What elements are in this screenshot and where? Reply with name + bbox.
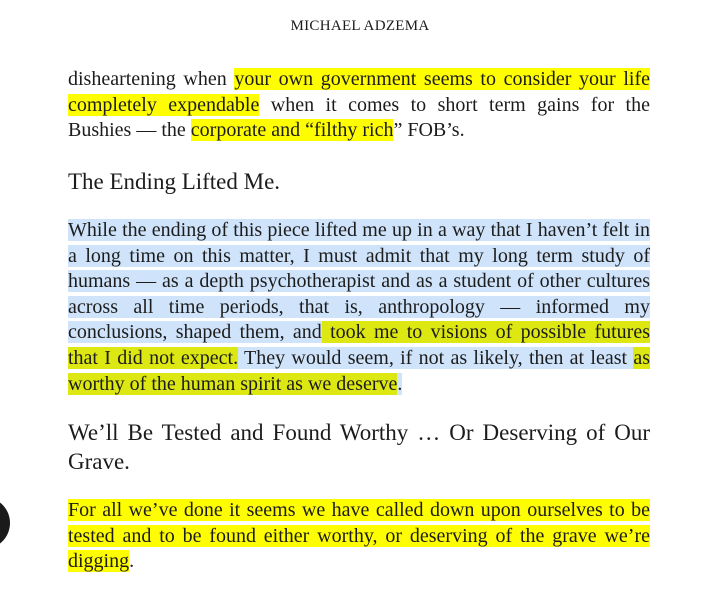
- paragraph-text: [68, 67, 650, 144]
- green-highlight[interactable]: as worthy of the human spirit as we deserve: [68, 346, 651, 395]
- paragraph-continued: [68, 67, 650, 144]
- paragraph-text: [68, 218, 650, 397]
- paragraph-text: [68, 498, 650, 575]
- section-heading-ending-lifted: [68, 167, 650, 196]
- blue-highlight[interactable]: [68, 219, 650, 395]
- paragraph-ending: [68, 218, 650, 397]
- text-run: .: [397, 372, 403, 395]
- running-header-author: MICHAEL ADZEMA: [290, 18, 430, 34]
- paragraph-tested: [68, 498, 650, 575]
- text-run: ” FOB’s.: [393, 119, 465, 142]
- section-heading-tested-worthy: [68, 418, 650, 476]
- text-run: when it comes to short term gains for the Bushies — the: [68, 93, 650, 142]
- yellow-highlight[interactable]: your own government seems to consider your life completely expendable: [68, 68, 650, 116]
- green-highlight[interactable]: took me to visions of possible futures that I did not expect.: [68, 321, 650, 369]
- text-run: .: [129, 550, 135, 573]
- yellow-highlight[interactable]: corporate and “filthy rich: [190, 119, 394, 142]
- text-run: disheartening when: [68, 68, 235, 90]
- heading-text: The Ending Lifted Me.: [68, 169, 281, 194]
- text-run: While the ending of this piece lifted me up in a way that I haven’t felt in a long time on this matter, I must admit that my long term study of humans — as a depth psychotherapist and as a student of other cultures across all time periods, that is, anthropology — informed my conclusions, shaped them, and: [68, 219, 650, 344]
- heading-text: We’ll Be Tested and Found Worthy … Or Deserving of Our Grave.: [68, 420, 650, 474]
- page-edge-tab: [0, 497, 10, 549]
- text-run: They would seem, if not as likely, then at least: [238, 346, 634, 369]
- yellow-highlight[interactable]: For all we’ve done it seems we have called down upon ourselves to be tested and to be found either worthy, or deserving of the grave we’re digging: [68, 499, 650, 573]
